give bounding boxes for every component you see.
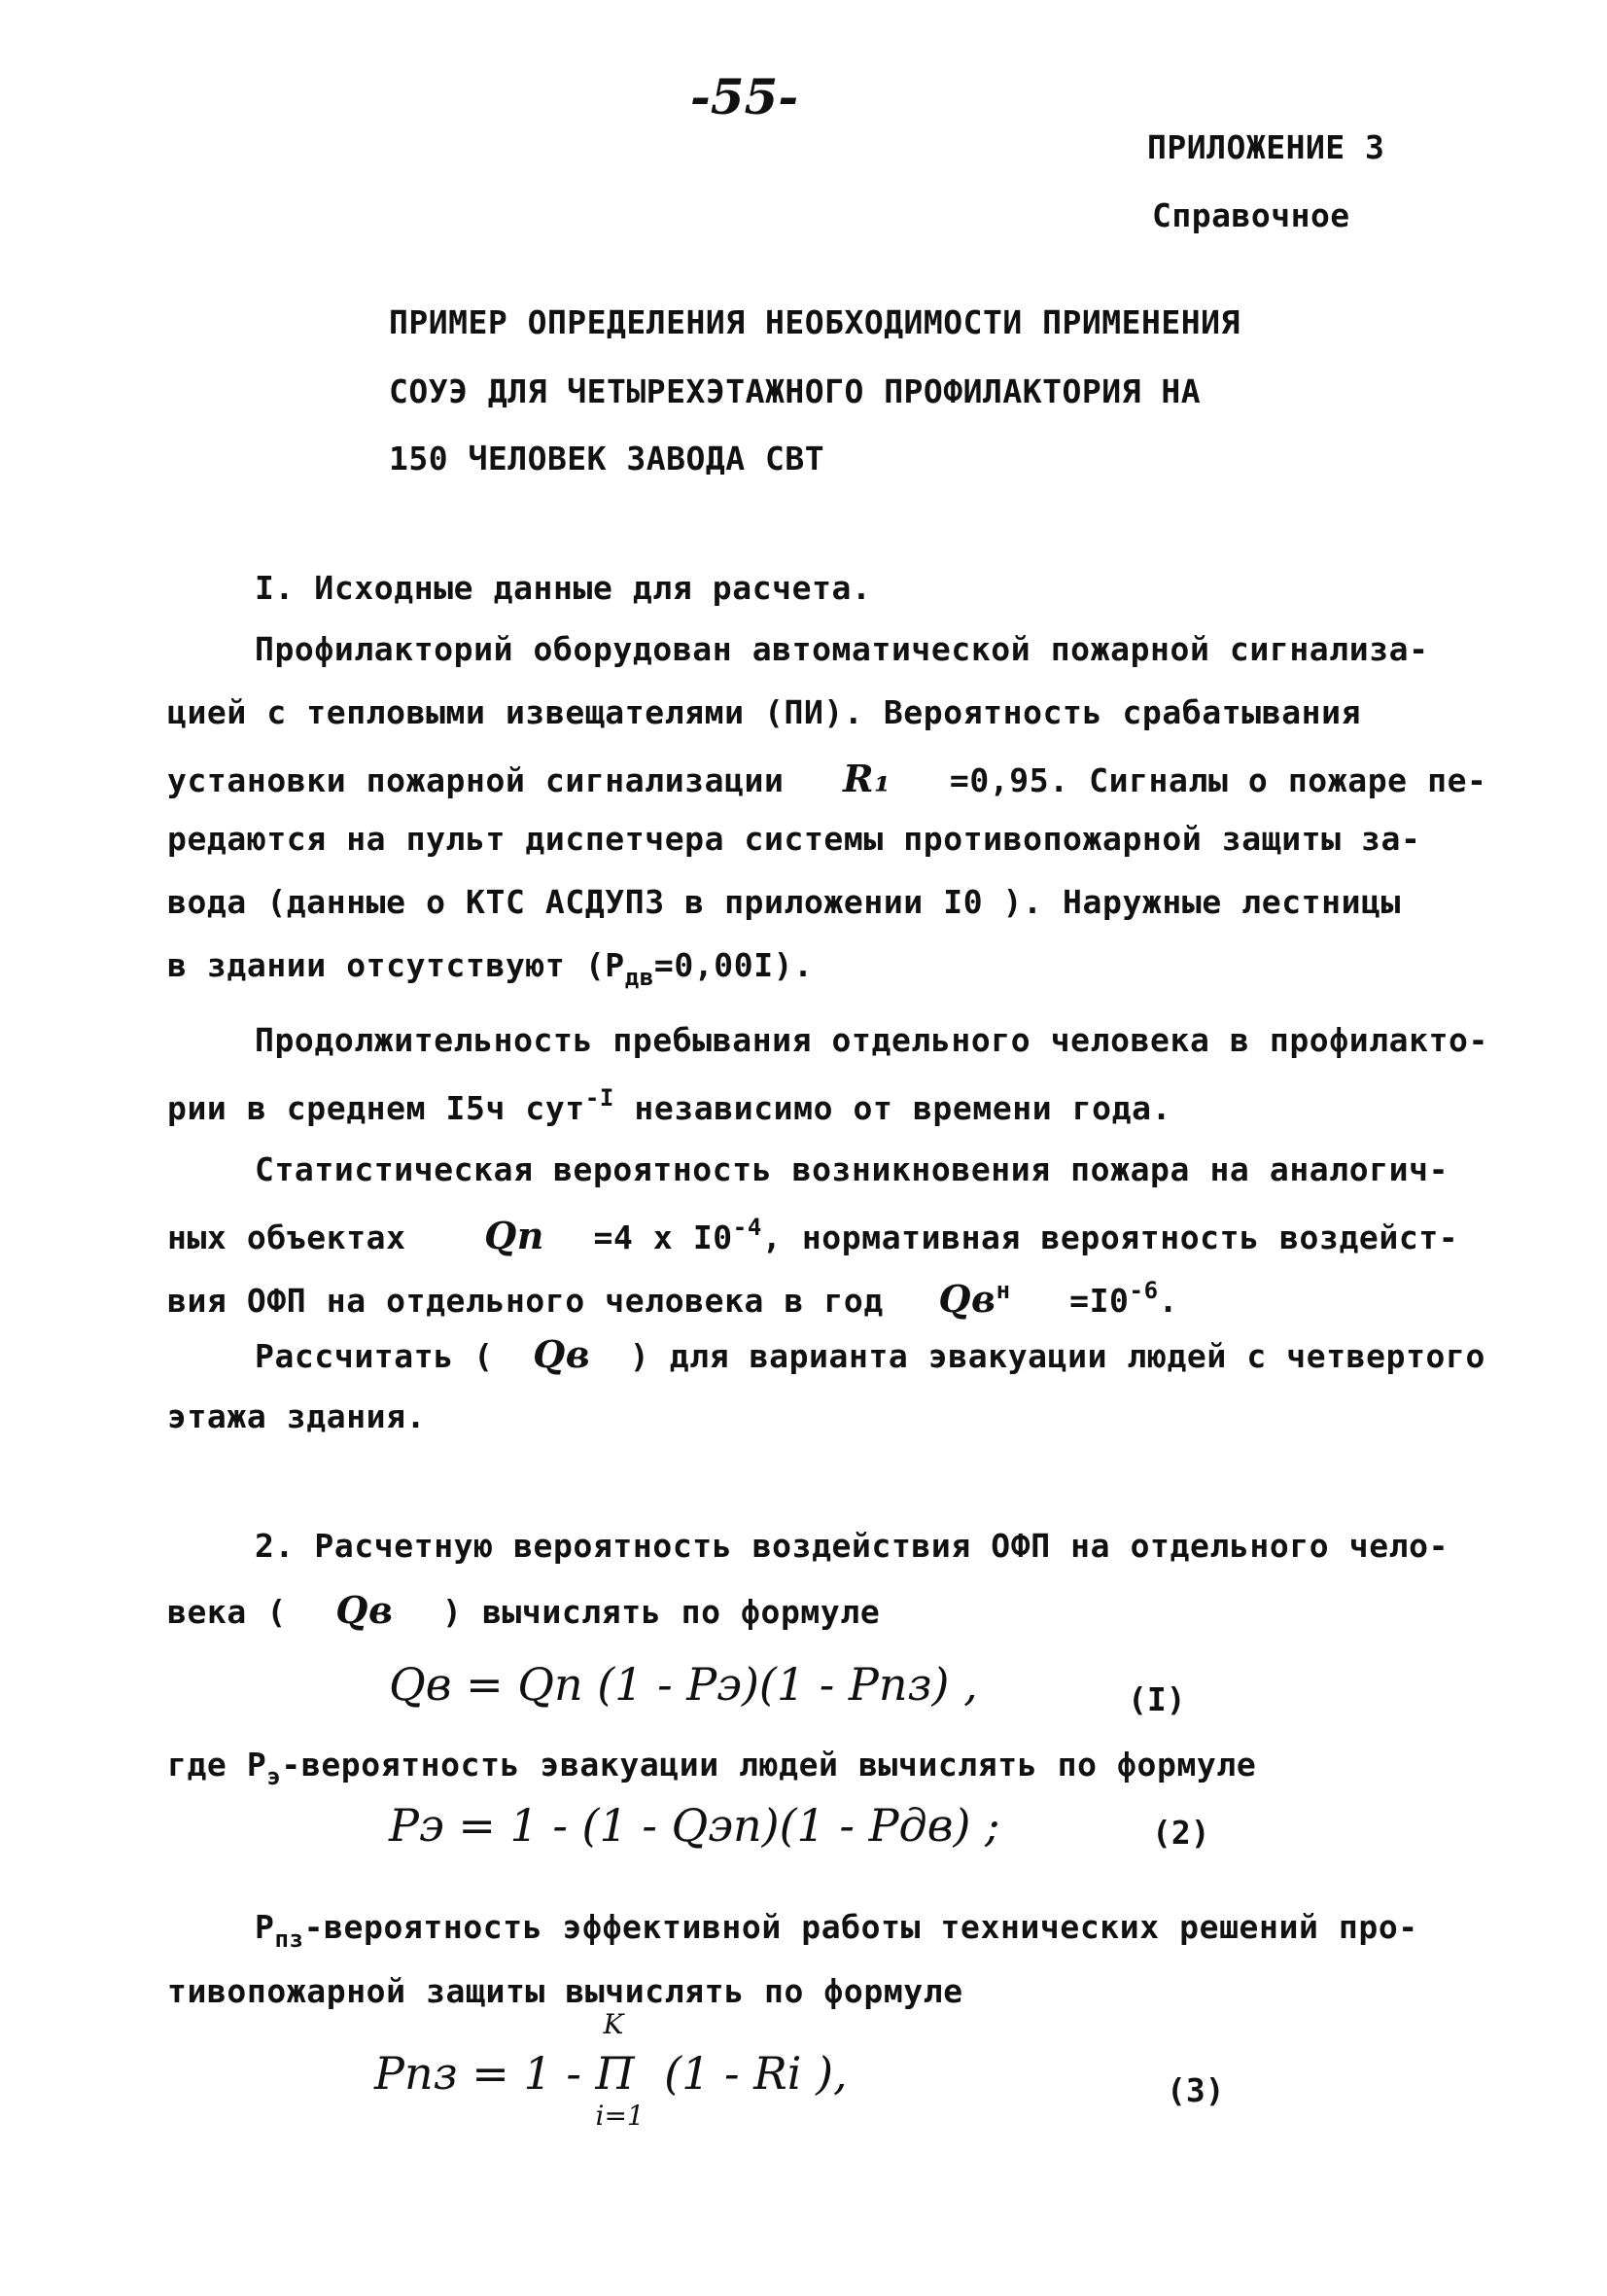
paragraph-line: [167, 1084, 1171, 1127]
subscript: э: [266, 1763, 282, 1790]
superscript: -6: [1129, 1277, 1159, 1304]
text-fragment: где P: [167, 1746, 267, 1784]
subscript: дв: [624, 964, 654, 991]
paragraph-line: редаются на пульт диспетчера системы противопожарной защиты за-: [167, 820, 1421, 858]
formula-3: [374, 2008, 848, 2132]
superscript: -4: [732, 1214, 762, 1241]
variable-qv-norm: Qв: [938, 1277, 996, 1321]
variable-qp: Qп: [484, 1214, 545, 1257]
text-fragment: века (: [167, 1593, 287, 1631]
paragraph-line: [167, 757, 1487, 800]
formula-1-number: (I): [1128, 1680, 1186, 1718]
variable-qv: Qв: [533, 1332, 591, 1376]
text-fragment: =0,95. Сигналы о пожаре пе-: [949, 761, 1487, 799]
text-fragment: =0,00I).: [653, 946, 814, 984]
section-1-heading: I. Исходные данные для расчета.: [255, 569, 872, 607]
product-operator: [595, 2008, 645, 2132]
paragraph-line: [167, 1277, 1178, 1321]
title-line-3: 150 ЧЕЛОВЕК ЗАВОДА СВТ: [389, 440, 825, 477]
paragraph-line: Статистическая вероятность возникновения пожара на аналогич-: [255, 1150, 1450, 1188]
text-fragment: установки пожарной сигнализации: [167, 761, 785, 799]
formula-3-number: (3): [1167, 2071, 1225, 2109]
formula-2-number: (2): [1152, 1814, 1210, 1852]
text-fragment: .: [1158, 1282, 1179, 1320]
paragraph-line: тивопожарной защиты вычислять по формуле: [167, 1972, 963, 2010]
appendix-type: Справочное: [1152, 196, 1350, 234]
paragraph-line: [167, 1588, 880, 1632]
paragraph-line: этажа здания.: [167, 1397, 427, 1435]
page-number: -55-: [690, 68, 799, 125]
paragraph-line: [255, 1332, 1485, 1376]
text-fragment: ных объектах: [167, 1219, 406, 1256]
text-fragment: ) вычислять по формуле: [442, 1593, 881, 1631]
text-fragment: , нормативная вероятность воздейст-: [761, 1219, 1459, 1256]
paragraph-line: 2. Расчетную вероятность воздействия ОФП на отдельного чело-: [255, 1527, 1450, 1565]
paragraph-line: Продолжительность пребывания отдельного человека в профилакто-: [255, 1021, 1488, 1059]
text-fragment: рии в среднем I5ч сут: [167, 1089, 585, 1127]
text-fragment: независимо от времени года.: [613, 1089, 1172, 1127]
text-fragment: вия ОФП на отдельного человека в год: [167, 1282, 884, 1320]
text-fragment: -вероятность эффективной работы технических решений про-: [303, 1908, 1418, 1946]
formula-3-left: Pпз = 1 -: [374, 2047, 581, 2100]
paragraph-line: Профилакторий оборудован автоматической пожарной сигнализа-: [255, 630, 1429, 668]
formula-1: Qв = Qп (1 - Pэ)(1 - Pпз) ,: [389, 1658, 978, 1711]
paragraph-line: [255, 1908, 1418, 1953]
appendix-label: ПРИЛОЖЕНИЕ 3: [1147, 128, 1385, 166]
text-fragment: ) для варианта эвакуации людей с четвертого: [629, 1337, 1485, 1375]
paragraph-line: цией с тепловыми извещателями (ПИ). Вероятность срабатывания: [167, 693, 1362, 731]
text-fragment: =4 x I0: [593, 1219, 733, 1256]
paragraph-line: [167, 946, 814, 991]
subscript: пз: [274, 1925, 304, 1953]
text-fragment: Рассчитать (: [255, 1337, 494, 1375]
variable-r1: R₁: [842, 757, 891, 800]
text-fragment: -вероятность эвакуации людей вычислять по формуле: [281, 1746, 1257, 1784]
text-fragment: =I0: [1069, 1282, 1130, 1320]
paragraph-line: [167, 1746, 1256, 1790]
text-fragment: в здании отсутствуют (P: [167, 946, 625, 984]
variable-qv: Qв: [335, 1588, 394, 1632]
product-upper-limit: K: [603, 2008, 624, 2040]
product-lower-limit: i=1: [595, 2100, 645, 2132]
formula-2: Pэ = 1 - (1 - Qэп)(1 - Pдв) ;: [389, 1799, 1000, 1852]
title-line-1: ПРИМЕР ОПРЕДЕЛЕНИЯ НЕОБХОДИМОСТИ ПРИМЕНЕНИЯ: [389, 303, 1240, 341]
text-fragment: P: [255, 1908, 275, 1946]
superscript: н: [996, 1277, 1011, 1304]
superscript: -I: [584, 1084, 614, 1112]
title-line-2: СОУЭ ДЛЯ ЧЕТЫРЕХЭТАЖНОГО ПРОФИЛАКТОРИЯ НА: [389, 372, 1202, 410]
paragraph-line: [167, 1214, 1458, 1257]
formula-3-right: (1 - Ri ),: [664, 2047, 848, 2100]
product-symbol: Π: [595, 2047, 635, 2100]
paragraph-line: вода (данные о КТС АСДУПЗ в приложении I0 ). Наружные лестницы: [167, 883, 1401, 921]
